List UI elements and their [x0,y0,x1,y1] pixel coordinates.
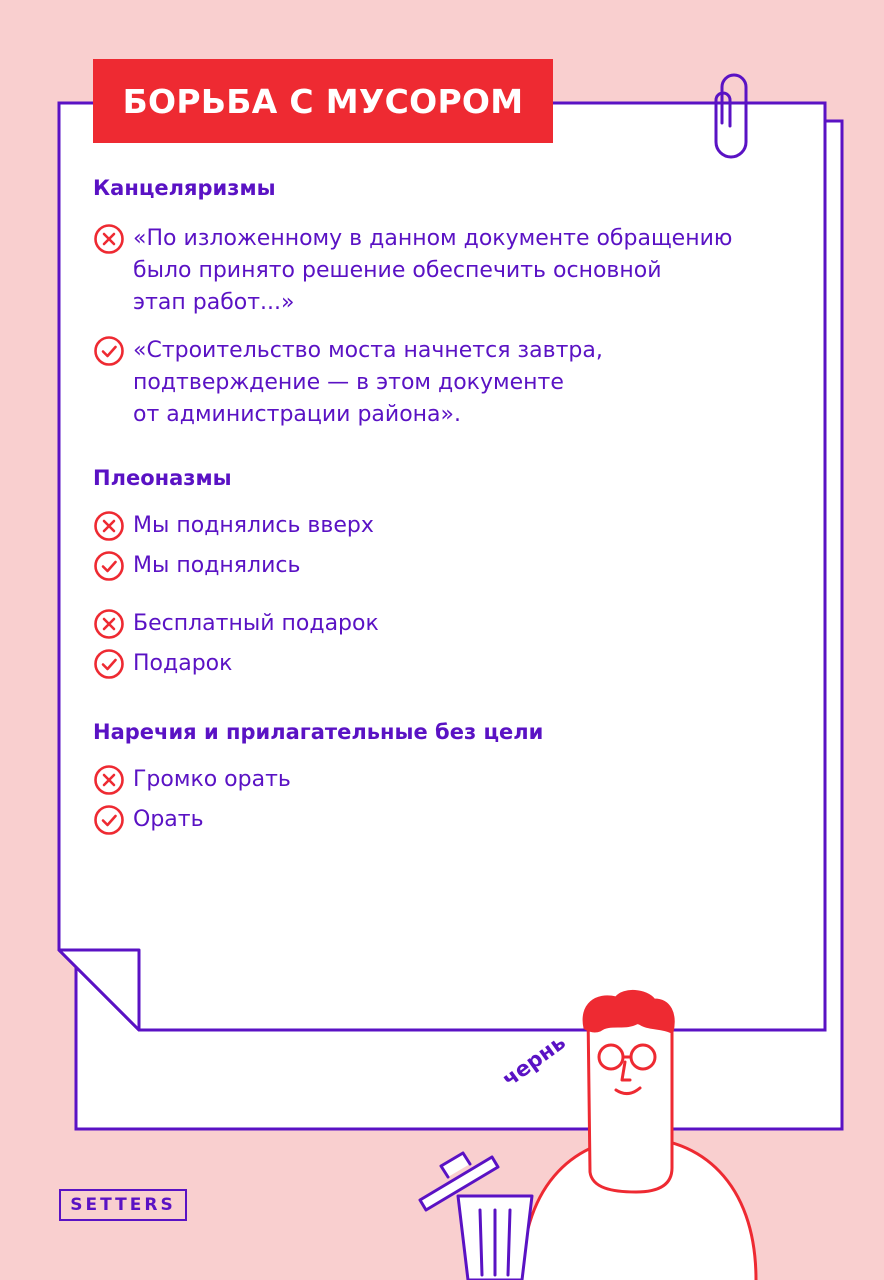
example-right [93,550,793,582]
example-text: Бесплатный подарок [133,611,379,636]
example-text: Громко орать [133,767,291,792]
content-area [93,176,793,836]
example-text: Орать [133,807,204,832]
example-text: «Строительство моста начнется завтра, подтверждение — в этом документе от администрации района». [133,338,603,427]
check-circle-icon [93,648,125,680]
example-text: Мы поднялись вверх [133,513,374,538]
example-text: Подарок [133,651,233,676]
person-head [588,1012,672,1192]
example-wrong [93,223,793,319]
example-wrong [93,510,793,542]
illustration-label: чернь [498,1029,570,1092]
section-heading: Канцеляризмы [93,176,276,200]
cross-circle-icon [93,223,125,255]
section-heading: Наречия и прилагательные без цели [93,720,544,744]
example-right [93,804,793,836]
section-heading: Плеоназмы [93,466,232,490]
page-title: БОРЬБА С МУСОРОМ [93,59,553,143]
brand-logo: SETTERS [59,1189,187,1221]
example-right [93,335,793,431]
example-text: Мы поднялись [133,553,301,578]
section-officialese [93,176,793,431]
section-adverbs-adjectives [93,720,793,836]
check-circle-icon [93,550,125,582]
cross-circle-icon [93,608,125,640]
check-circle-icon [93,335,125,367]
example-wrong [93,764,793,796]
section-pleonasms [93,466,793,680]
example-text: «По изложенному в данном документе обращению было принято решение обеспечить основной этап работ...» [133,226,733,315]
cross-circle-icon [93,764,125,796]
glasses-right-lens [631,1045,655,1069]
example-right [93,648,793,680]
trash-can-icon [420,1153,532,1280]
example-wrong [93,608,793,640]
check-circle-icon [93,804,125,836]
cross-circle-icon [93,510,125,542]
glasses-left-lens [599,1045,623,1069]
